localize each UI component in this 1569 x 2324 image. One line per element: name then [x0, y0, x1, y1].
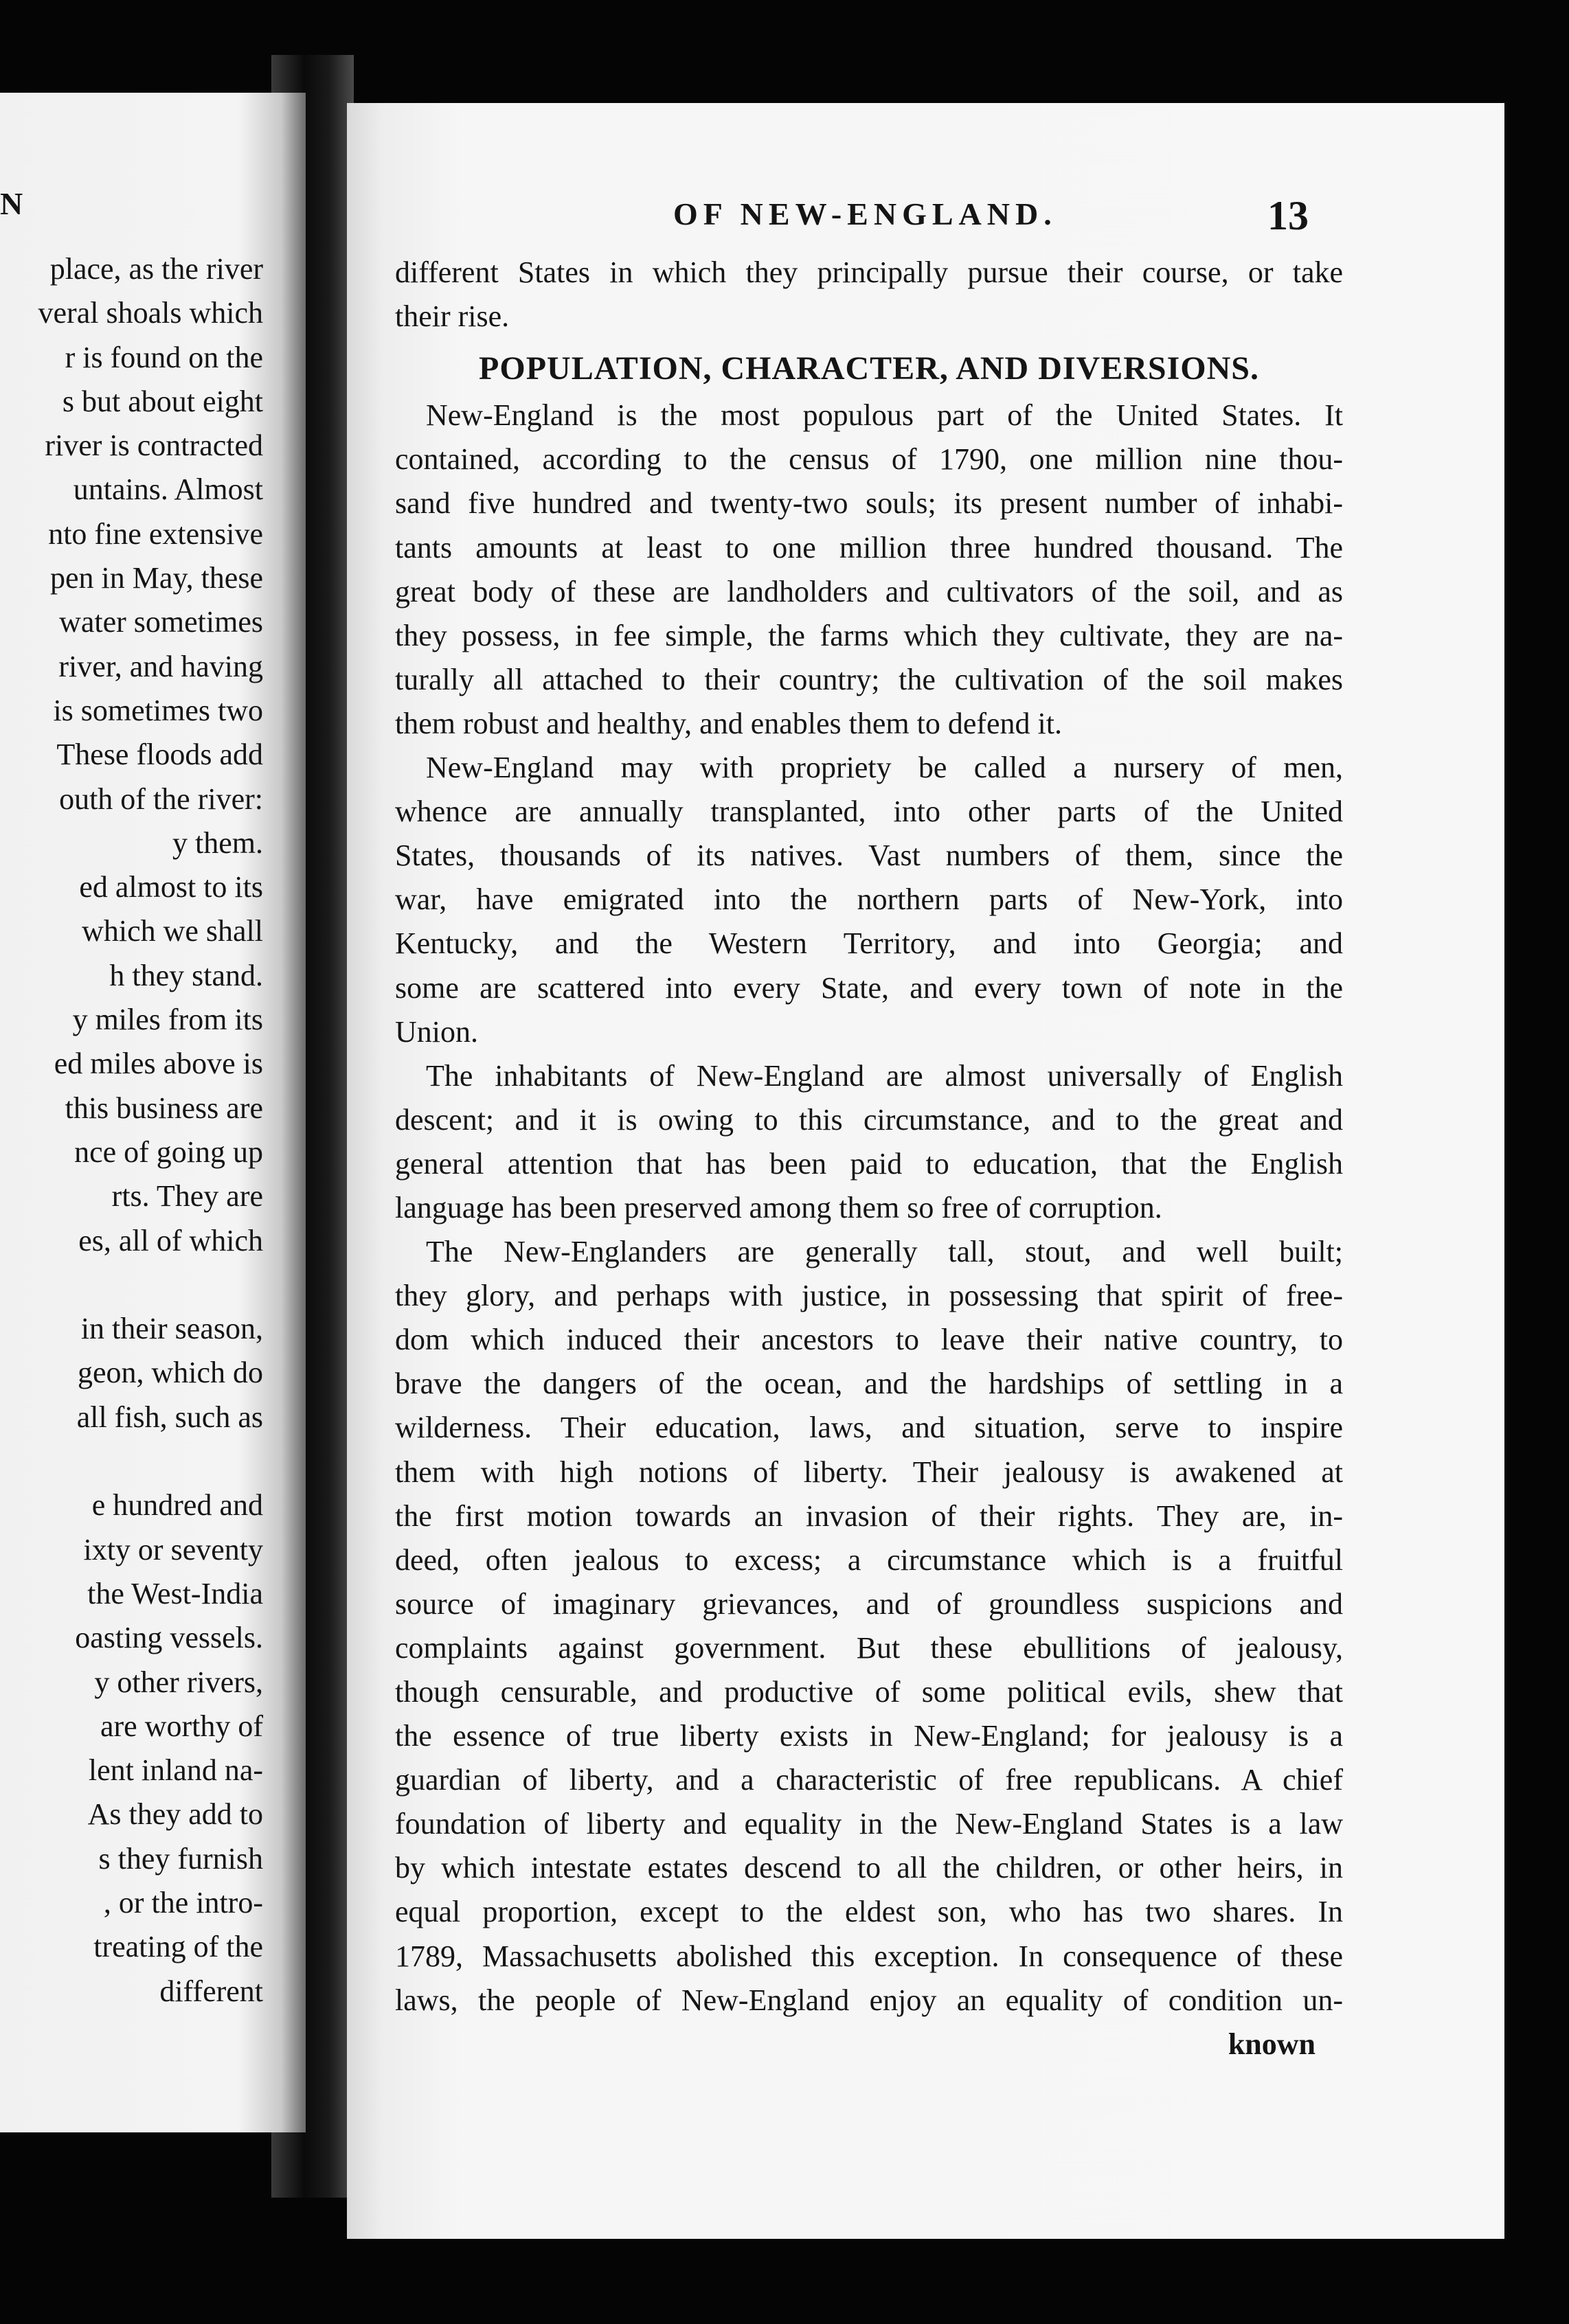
- text-line: the first motion towards an invasion of their rights. They are, in-: [395, 1499, 1343, 1533]
- left-text-line: place, as the river: [49, 252, 263, 286]
- left-text-line: y them.: [172, 825, 263, 860]
- text-line: tants amounts at least to one million three hundred thousand. The: [395, 530, 1343, 565]
- text-line: New-England may with propriety be called a nursery of men,: [426, 751, 1343, 785]
- left-text-line: nto fine extensive: [48, 516, 263, 551]
- left-text-line: As they add to: [87, 1797, 263, 1832]
- right-page: [347, 103, 1504, 2239]
- left-text-line: is sometimes two: [53, 693, 263, 727]
- left-text-line: in their season,: [80, 1312, 263, 1346]
- text-line: they possess, in fee simple, the farms which they cultivate, they are na-: [395, 618, 1343, 652]
- text-line: great body of these are landholders and cultivators of the soil, and as: [395, 574, 1343, 608]
- text-line: laws, the people of New-England enjoy an equality of condition un-: [395, 1983, 1343, 2017]
- left-text-line: water sometimes: [59, 605, 263, 639]
- left-text-line: all fish, such as: [76, 1400, 263, 1434]
- left-text-line: different: [159, 1974, 263, 2008]
- text-line: they glory, and perhaps with justice, in possessing that spirit of free-: [395, 1279, 1343, 1313]
- left-text-line: ixty or seventy: [83, 1532, 263, 1567]
- text-line: their rise.: [395, 299, 510, 334]
- text-line: brave the dangers of the ocean, and the hardships of settling in a: [395, 1367, 1343, 1401]
- text-line: The inhabitants of New-England are almost universally of English: [426, 1058, 1343, 1093]
- left-text-line: r is found on the: [65, 340, 263, 374]
- left-page: [0, 93, 306, 2132]
- left-text-line: river, and having: [58, 649, 263, 683]
- text-line: them with high notions of liberty. Their jealousy is awakened at: [395, 1455, 1343, 1489]
- left-text-line: y other rivers,: [94, 1665, 263, 1699]
- page-number: 13: [1267, 193, 1309, 238]
- left-text-line: , or the intro-: [103, 1885, 263, 1919]
- left-text-line: rts. They are: [111, 1179, 263, 1214]
- body-text: [395, 251, 1343, 2066]
- left-running-head: N: [0, 186, 25, 221]
- left-text-line: lent inland na-: [88, 1753, 263, 1788]
- left-text-line: [0, 1439, 263, 1483]
- text-line: some are scattered into every State, and every town of note in the: [395, 970, 1343, 1005]
- left-text-line: s but about eight: [62, 384, 263, 418]
- left-text-line: the West-India: [87, 1576, 263, 1610]
- text-line: 1789, Massachusetts abolished this exception. In consequence of these: [395, 1939, 1343, 1973]
- left-text-line: this business are: [65, 1091, 263, 1125]
- text-line: complaints against government. But these ebullitions of jealousy,: [395, 1630, 1343, 1665]
- text-line: them robust and healthy, and enables them to defend it.: [395, 706, 1062, 740]
- text-line: descent; and it is owing to this circumstance, and to the great and: [395, 1102, 1343, 1137]
- text-line: equal proportion, except to the eldest son, who has two shares. In: [395, 1895, 1343, 1929]
- left-text-line: These floods add: [56, 738, 263, 772]
- text-line: wilderness. Their education, laws, and situation, serve to inspire: [395, 1411, 1343, 1445]
- left-text-line: oasting vessels.: [75, 1621, 263, 1655]
- text-line: turally all attached to their country; the cultivation of the soil makes: [395, 662, 1343, 696]
- text-line: dom which induced their ancestors to leave their native country, to: [395, 1323, 1343, 1357]
- text-line: Union.: [395, 1014, 478, 1049]
- left-text-line: veral shoals which: [38, 296, 263, 330]
- left-text-line: y miles from its: [72, 1003, 263, 1037]
- left-text-line: pen in May, these: [50, 561, 263, 595]
- left-page-text: [0, 247, 263, 2014]
- left-text-line: h they stand.: [109, 958, 263, 992]
- text-line: language has been preserved among them so free of corruption.: [395, 1190, 1162, 1224]
- left-text-line: [0, 1263, 263, 1307]
- text-line: contained, according to the census of 1790, one million nine thou-: [395, 442, 1343, 477]
- text-line: source of imaginary grievances, and of groundless suspicions and: [395, 1586, 1343, 1621]
- left-text-line: ed almost to its: [79, 870, 263, 904]
- catchword: known: [1228, 2027, 1316, 2061]
- text-line: foundation of liberty and equality in the New-England States is a law: [395, 1807, 1343, 1841]
- text-line: different States in which they principally pursue their course, or take: [395, 255, 1343, 289]
- text-line: war, have emigrated into the northern parts of New-York, into: [395, 882, 1343, 917]
- running-head: OF NEW-ENGLAND.: [673, 196, 1057, 231]
- text-line: deed, often jealous to excess; a circumstance which is a fruitful: [395, 1542, 1343, 1577]
- left-text-line: geon, which do: [77, 1356, 263, 1390]
- text-line: the essence of true liberty exists in New-England; for jealousy is a: [395, 1719, 1343, 1753]
- text-line: The New-Englanders are generally tall, stout, and well built;: [426, 1235, 1343, 1269]
- left-text-line: e hundred and: [91, 1488, 263, 1523]
- left-text-line: treating of the: [93, 1930, 263, 1964]
- text-line: Kentucky, and the Western Territory, and into Georgia; and: [395, 926, 1343, 961]
- text-line: general attention that has been paid to education, that the English: [395, 1146, 1343, 1181]
- section-heading: POPULATION, CHARACTER, AND DIVERSIONS.: [479, 350, 1259, 387]
- left-text-line: es, all of which: [78, 1223, 263, 1257]
- text-line: guardian of liberty, and a characteristic of free republicans. A chief: [395, 1763, 1343, 1797]
- left-text-line: outh of the river:: [59, 782, 263, 816]
- text-line: New-England is the most populous part of the United States. It: [426, 398, 1343, 433]
- text-line: States, thousands of its natives. Vast numbers of them, since the: [395, 839, 1343, 873]
- left-text-line: are worthy of: [100, 1709, 263, 1743]
- text-line: sand five hundred and twenty-two souls; its present number of inhabi-: [395, 486, 1343, 521]
- text-line: by which intestate estates descend to all the children, or other heirs, in: [395, 1851, 1343, 1885]
- left-text-line: s they furnish: [98, 1841, 263, 1876]
- left-text-line: ed miles above is: [54, 1047, 263, 1081]
- left-text-line: which we shall: [82, 914, 263, 948]
- left-text-line: nce of going up: [74, 1135, 263, 1169]
- left-text-line: untains. Almost: [73, 472, 263, 507]
- text-line: whence are annually transplanted, into other parts of the United: [395, 795, 1343, 829]
- left-text-line: river is contracted: [45, 429, 263, 463]
- text-line: though censurable, and productive of some political evils, shew that: [395, 1675, 1343, 1709]
